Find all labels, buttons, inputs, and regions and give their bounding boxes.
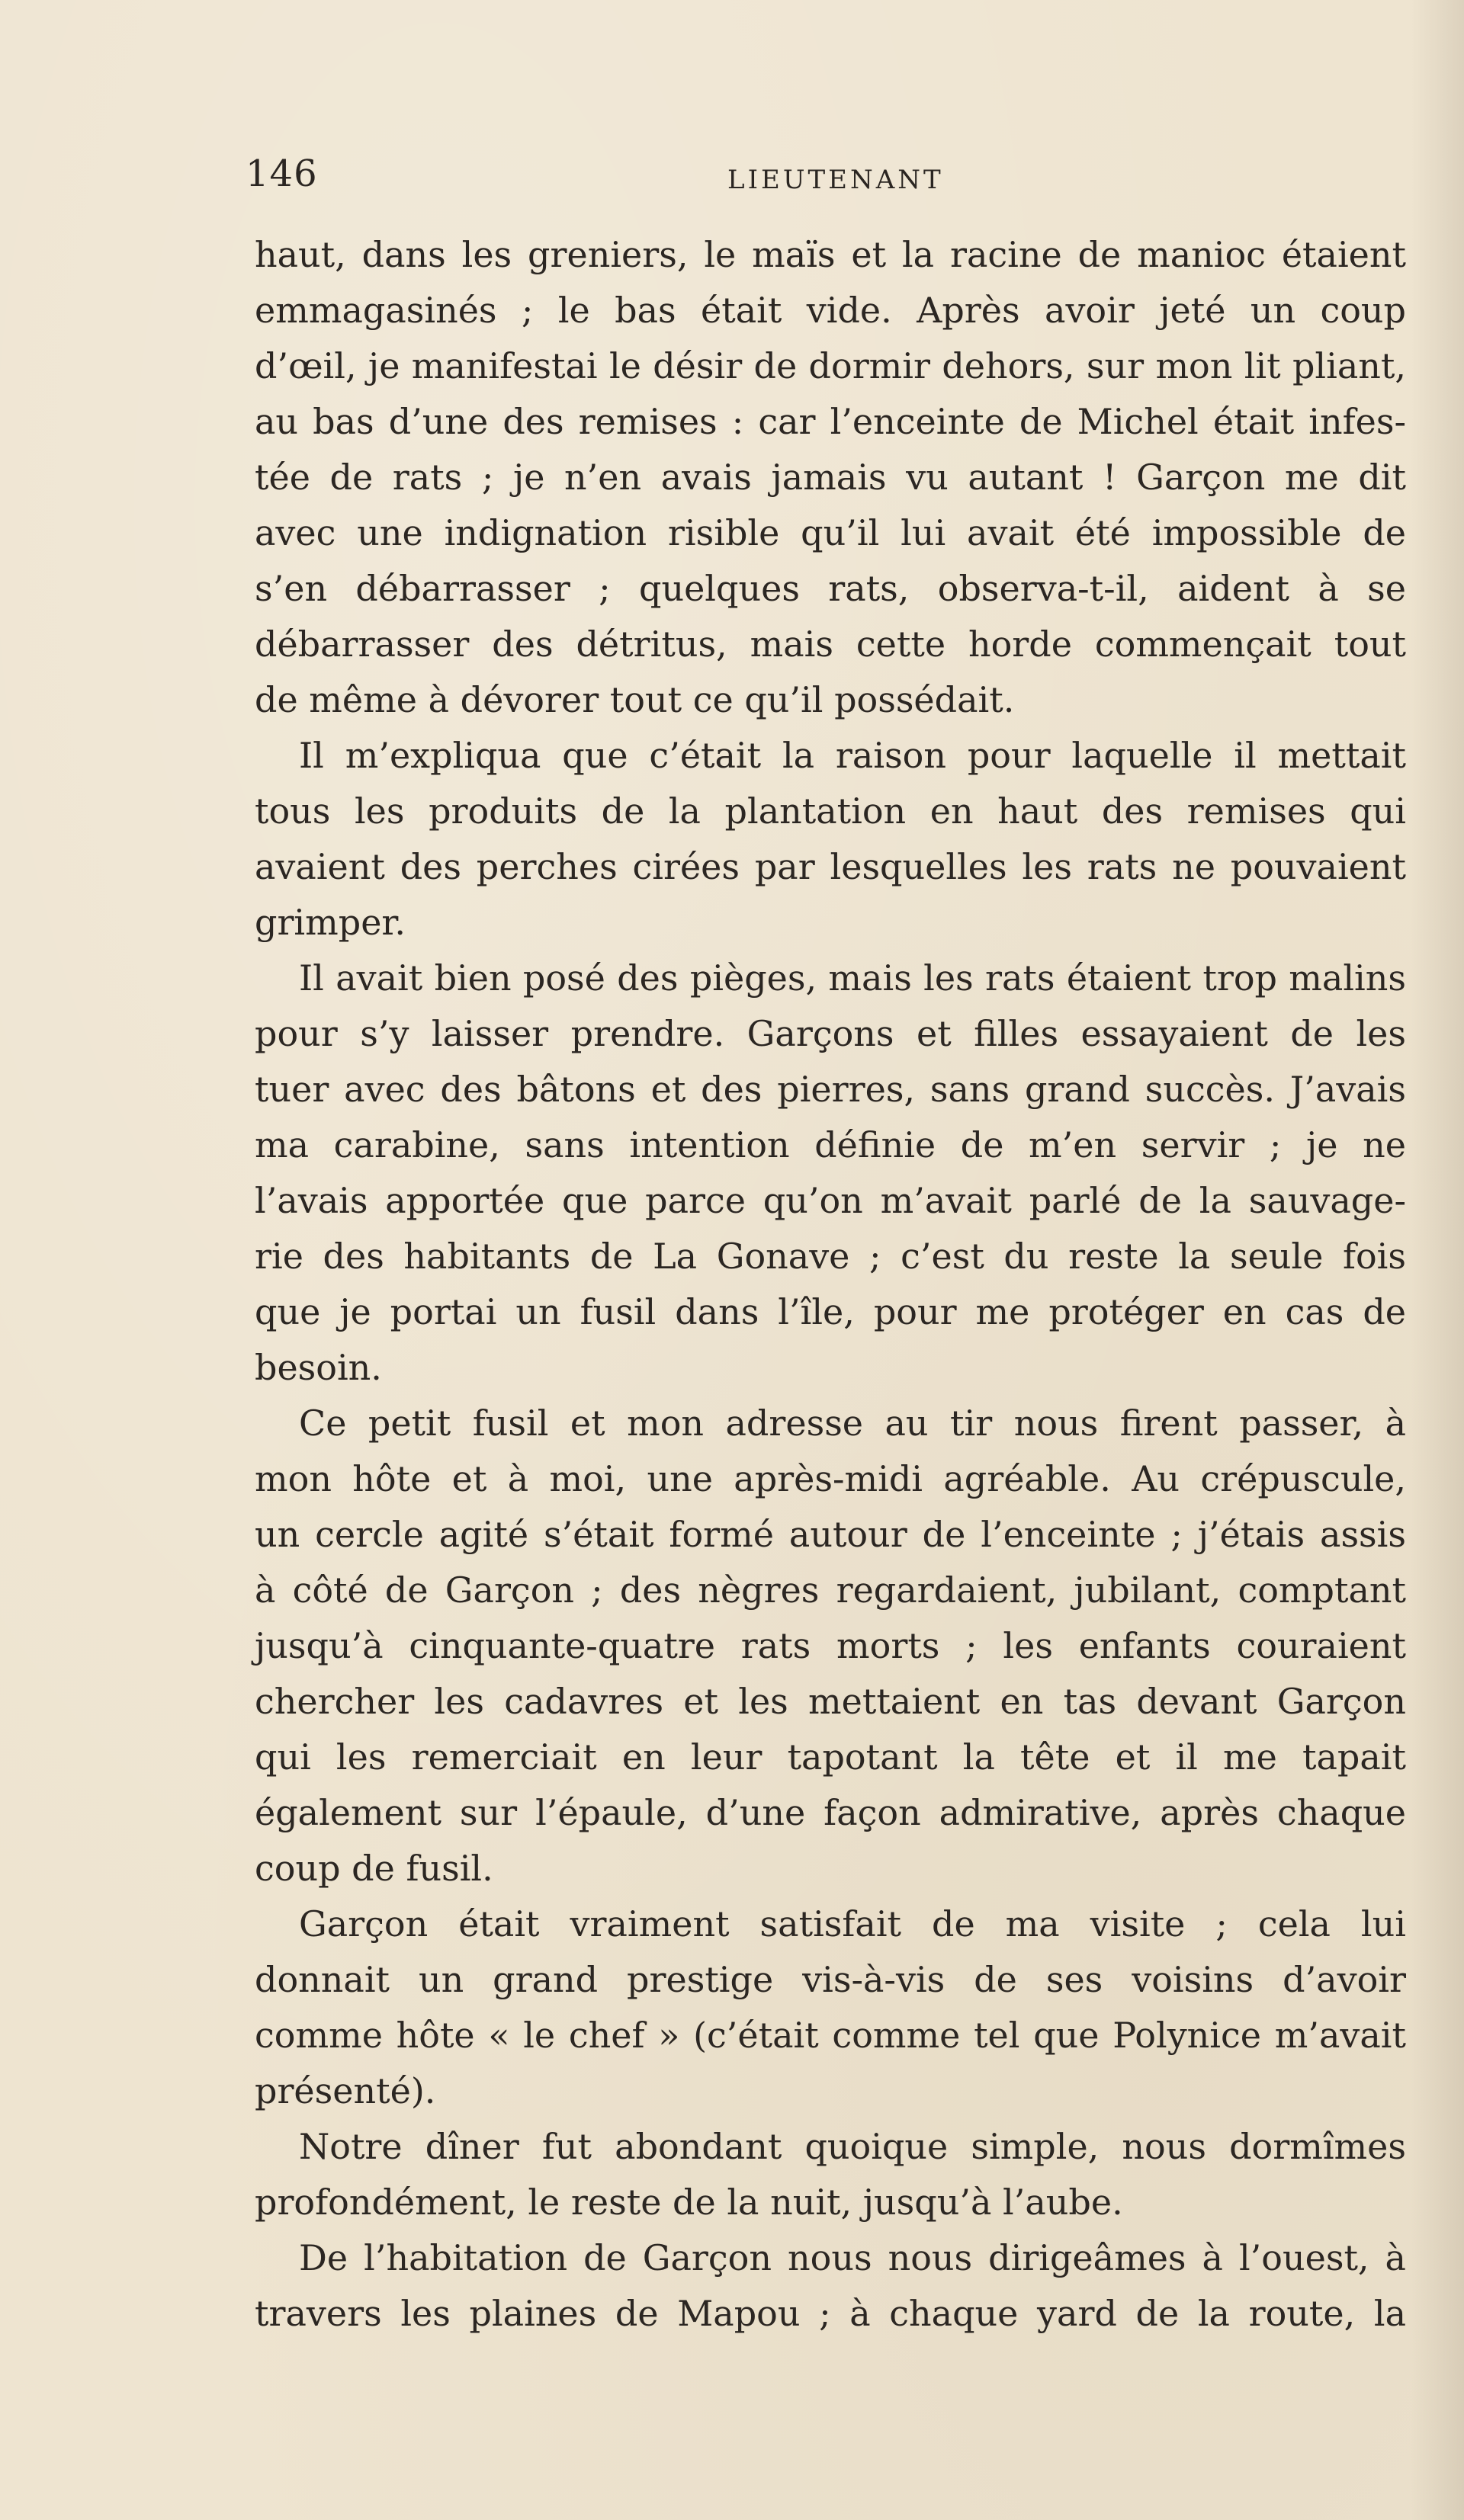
body-text xyxy=(255,227,1406,2342)
text-line: ma carabine, sans intention définie de m’en servir ; je ne xyxy=(255,1124,1406,1165)
text-line: travers les plaines de Mapou ; à chaque yard de la route, la xyxy=(255,2293,1406,2334)
text-line: que je portai un fusil dans l’île, pour me protéger en cas de xyxy=(255,1291,1406,1332)
text-line: coup de fusil. xyxy=(255,1848,493,1889)
page-number: 146 xyxy=(246,152,318,195)
text-line: à côté de Garçon ; des nègres regardaient, jubilant, comptant xyxy=(255,1569,1406,1611)
text-line: emmagasinés ; le bas était vide. Après avoir jeté un coup xyxy=(255,290,1406,331)
text-line: donnait un grand prestige vis-à-vis de ses voisins d’avoir xyxy=(255,1959,1406,2000)
page-edge-shadow xyxy=(1411,0,1464,2520)
text-line: Ce petit fusil et mon adresse au tir nous firent passer, à xyxy=(299,1403,1406,1444)
text-line: de même à dévorer tout ce qu’il possédait. xyxy=(255,679,1015,720)
text-line: également sur l’épaule, d’une façon admirative, après chaque xyxy=(255,1792,1406,1833)
text-line: Il avait bien posé des pièges, mais les rats étaient trop malins xyxy=(299,957,1406,999)
text-line: Notre dîner fut abondant quoique simple, nous dormîmes xyxy=(299,2126,1406,2167)
text-line: tuer avec des bâtons et des pierres, sans grand succès. J’avais xyxy=(255,1069,1406,1110)
text-line: débarrasser des détritus, mais cette horde commençait tout xyxy=(255,624,1406,665)
text-line: pour s’y laisser prendre. Garçons et filles essayaient de les xyxy=(255,1013,1406,1054)
text-line: Il m’expliqua que c’était la raison pour laquelle il mettait xyxy=(299,735,1406,776)
text-line: tous les produits de la plantation en haut des remises qui xyxy=(255,790,1406,832)
text-line: rie des habitants de La Gonave ; c’est du reste la seule fois xyxy=(255,1236,1406,1277)
text-line: profondément, le reste de la nuit, jusqu’à l’aube. xyxy=(255,2182,1123,2223)
text-line: comme hôte « le chef » (c’était comme tel que Polynice m’avait xyxy=(255,2015,1406,2056)
text-line: grimper. xyxy=(255,902,406,943)
text-line: De l’habitation de Garçon nous nous dirigeâmes à l’ouest, à xyxy=(299,2237,1406,2278)
text-line: s’en débarrasser ; quelques rats, observa-t-il, aident à se xyxy=(255,568,1406,609)
text-line: tée de rats ; je n’en avais jamais vu autant ! Garçon me dit xyxy=(255,457,1406,498)
text-line: au bas d’une des remises : car l’enceinte de Michel était infes- xyxy=(255,401,1406,442)
text-line: avaient des perches cirées par lesquelles les rats ne pouvaient xyxy=(255,846,1406,887)
text-line: chercher les cadavres et les mettaient en tas devant Garçon xyxy=(255,1681,1406,1722)
page-header xyxy=(246,152,1389,198)
text-line: d’œil, je manifestai le désir de dormir dehors, sur mon lit pliant, xyxy=(255,345,1406,386)
text-line: présenté). xyxy=(255,2070,436,2111)
text-line: jusqu’à cinquante-quatre rats morts ; les enfants couraient xyxy=(255,1625,1406,1666)
text-line: haut, dans les greniers, le maïs et la racine de manioc étaient xyxy=(255,234,1406,275)
text-line: avec une indignation risible qu’il lui avait été impossible de xyxy=(255,512,1406,553)
text-line: Garçon était vraiment satisfait de ma visite ; cela lui xyxy=(299,1903,1406,1945)
text-line: mon hôte et à moi, une après-midi agréable. Au crépuscule, xyxy=(255,1458,1406,1499)
text-line: besoin. xyxy=(255,1347,382,1388)
text-line: qui les remerciait en leur tapotant la tête et il me tapait xyxy=(255,1736,1406,1778)
text-line: l’avais apportée que parce qu’on m’avait parlé de la sauvage- xyxy=(255,1180,1406,1221)
text-line: un cercle agité s’était formé autour de l’enceinte ; j’étais assis xyxy=(255,1514,1406,1555)
running-head: LIEUTENANT xyxy=(727,165,944,195)
